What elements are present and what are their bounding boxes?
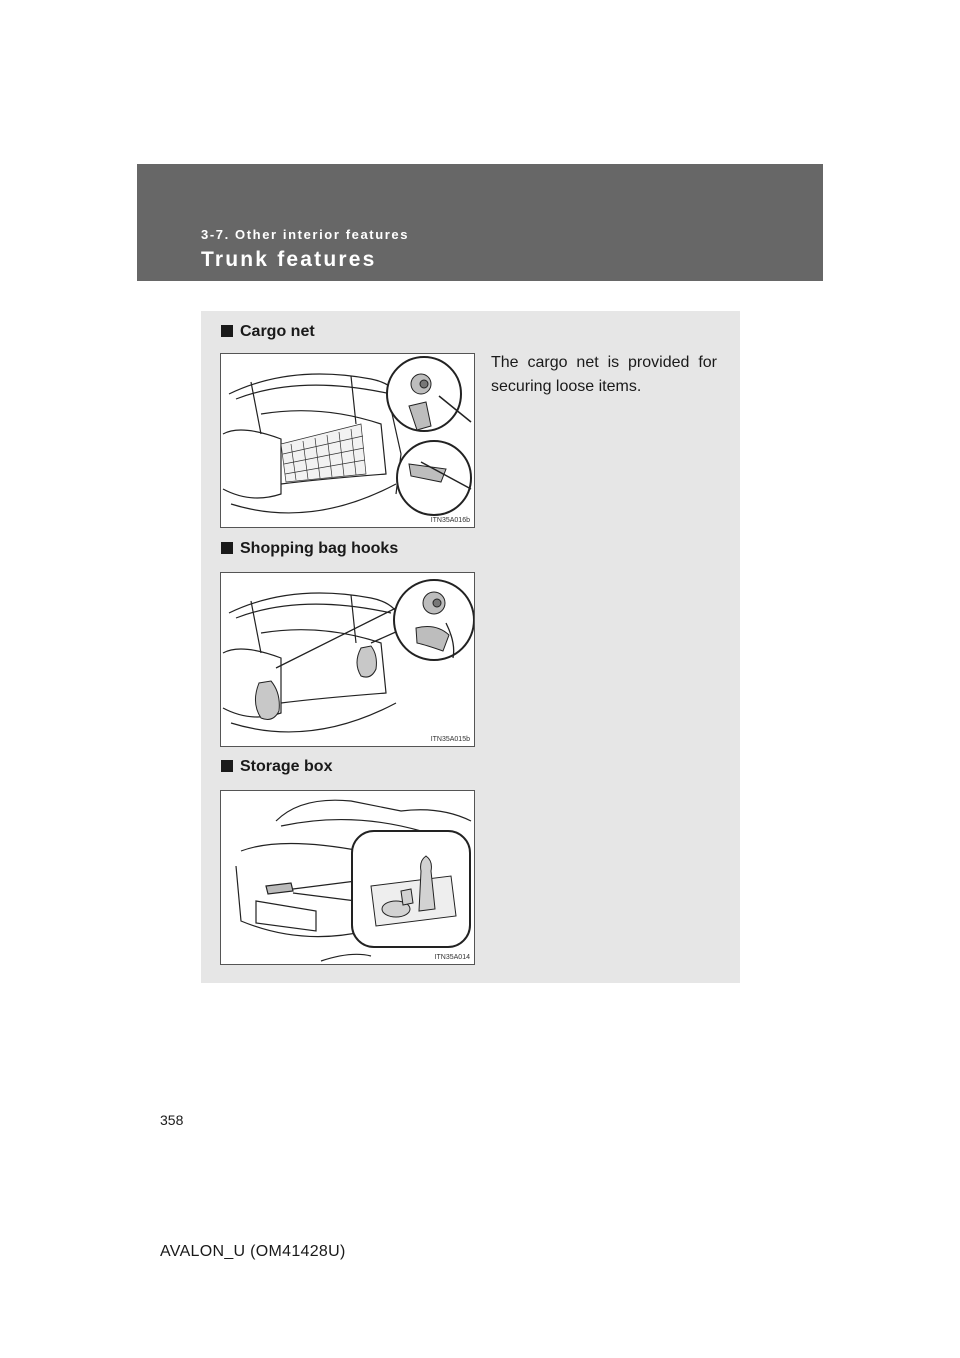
square-bullet-icon: [221, 760, 233, 772]
storage-box-drawing: [221, 791, 474, 964]
square-bullet-icon: [221, 542, 233, 554]
figure-code: ITN35A016b: [430, 517, 470, 524]
content-panel: [201, 311, 740, 983]
shopping-bag-hooks-drawing: [221, 573, 474, 746]
cargo-net-drawing: [221, 354, 474, 527]
page-title: Trunk features: [201, 248, 377, 271]
square-bullet-icon: [221, 325, 233, 337]
storage-box-illustration: [220, 790, 475, 965]
shopping-bag-hooks-illustration: [220, 572, 475, 747]
heading-text: Storage box: [240, 758, 333, 775]
heading-text: Shopping bag hooks: [240, 540, 399, 557]
cargo-net-illustration: [220, 353, 475, 528]
heading-storage-box: [221, 758, 332, 776]
manual-code: AVALON_U (OM41428U): [160, 1243, 346, 1260]
section-label: 3-7. Other interior features: [201, 227, 410, 242]
heading-text: Cargo net: [240, 323, 315, 340]
page-number: 358: [160, 1112, 184, 1128]
heading-shopping-bag-hooks: [221, 540, 398, 558]
figure-code: ITN35A014: [434, 954, 470, 961]
heading-cargo-net: [221, 323, 315, 341]
figure-code: ITN35A015b: [430, 736, 470, 743]
header-band: [137, 164, 823, 281]
cargo-net-description: The cargo net is provided for securing loose items.: [491, 354, 717, 395]
